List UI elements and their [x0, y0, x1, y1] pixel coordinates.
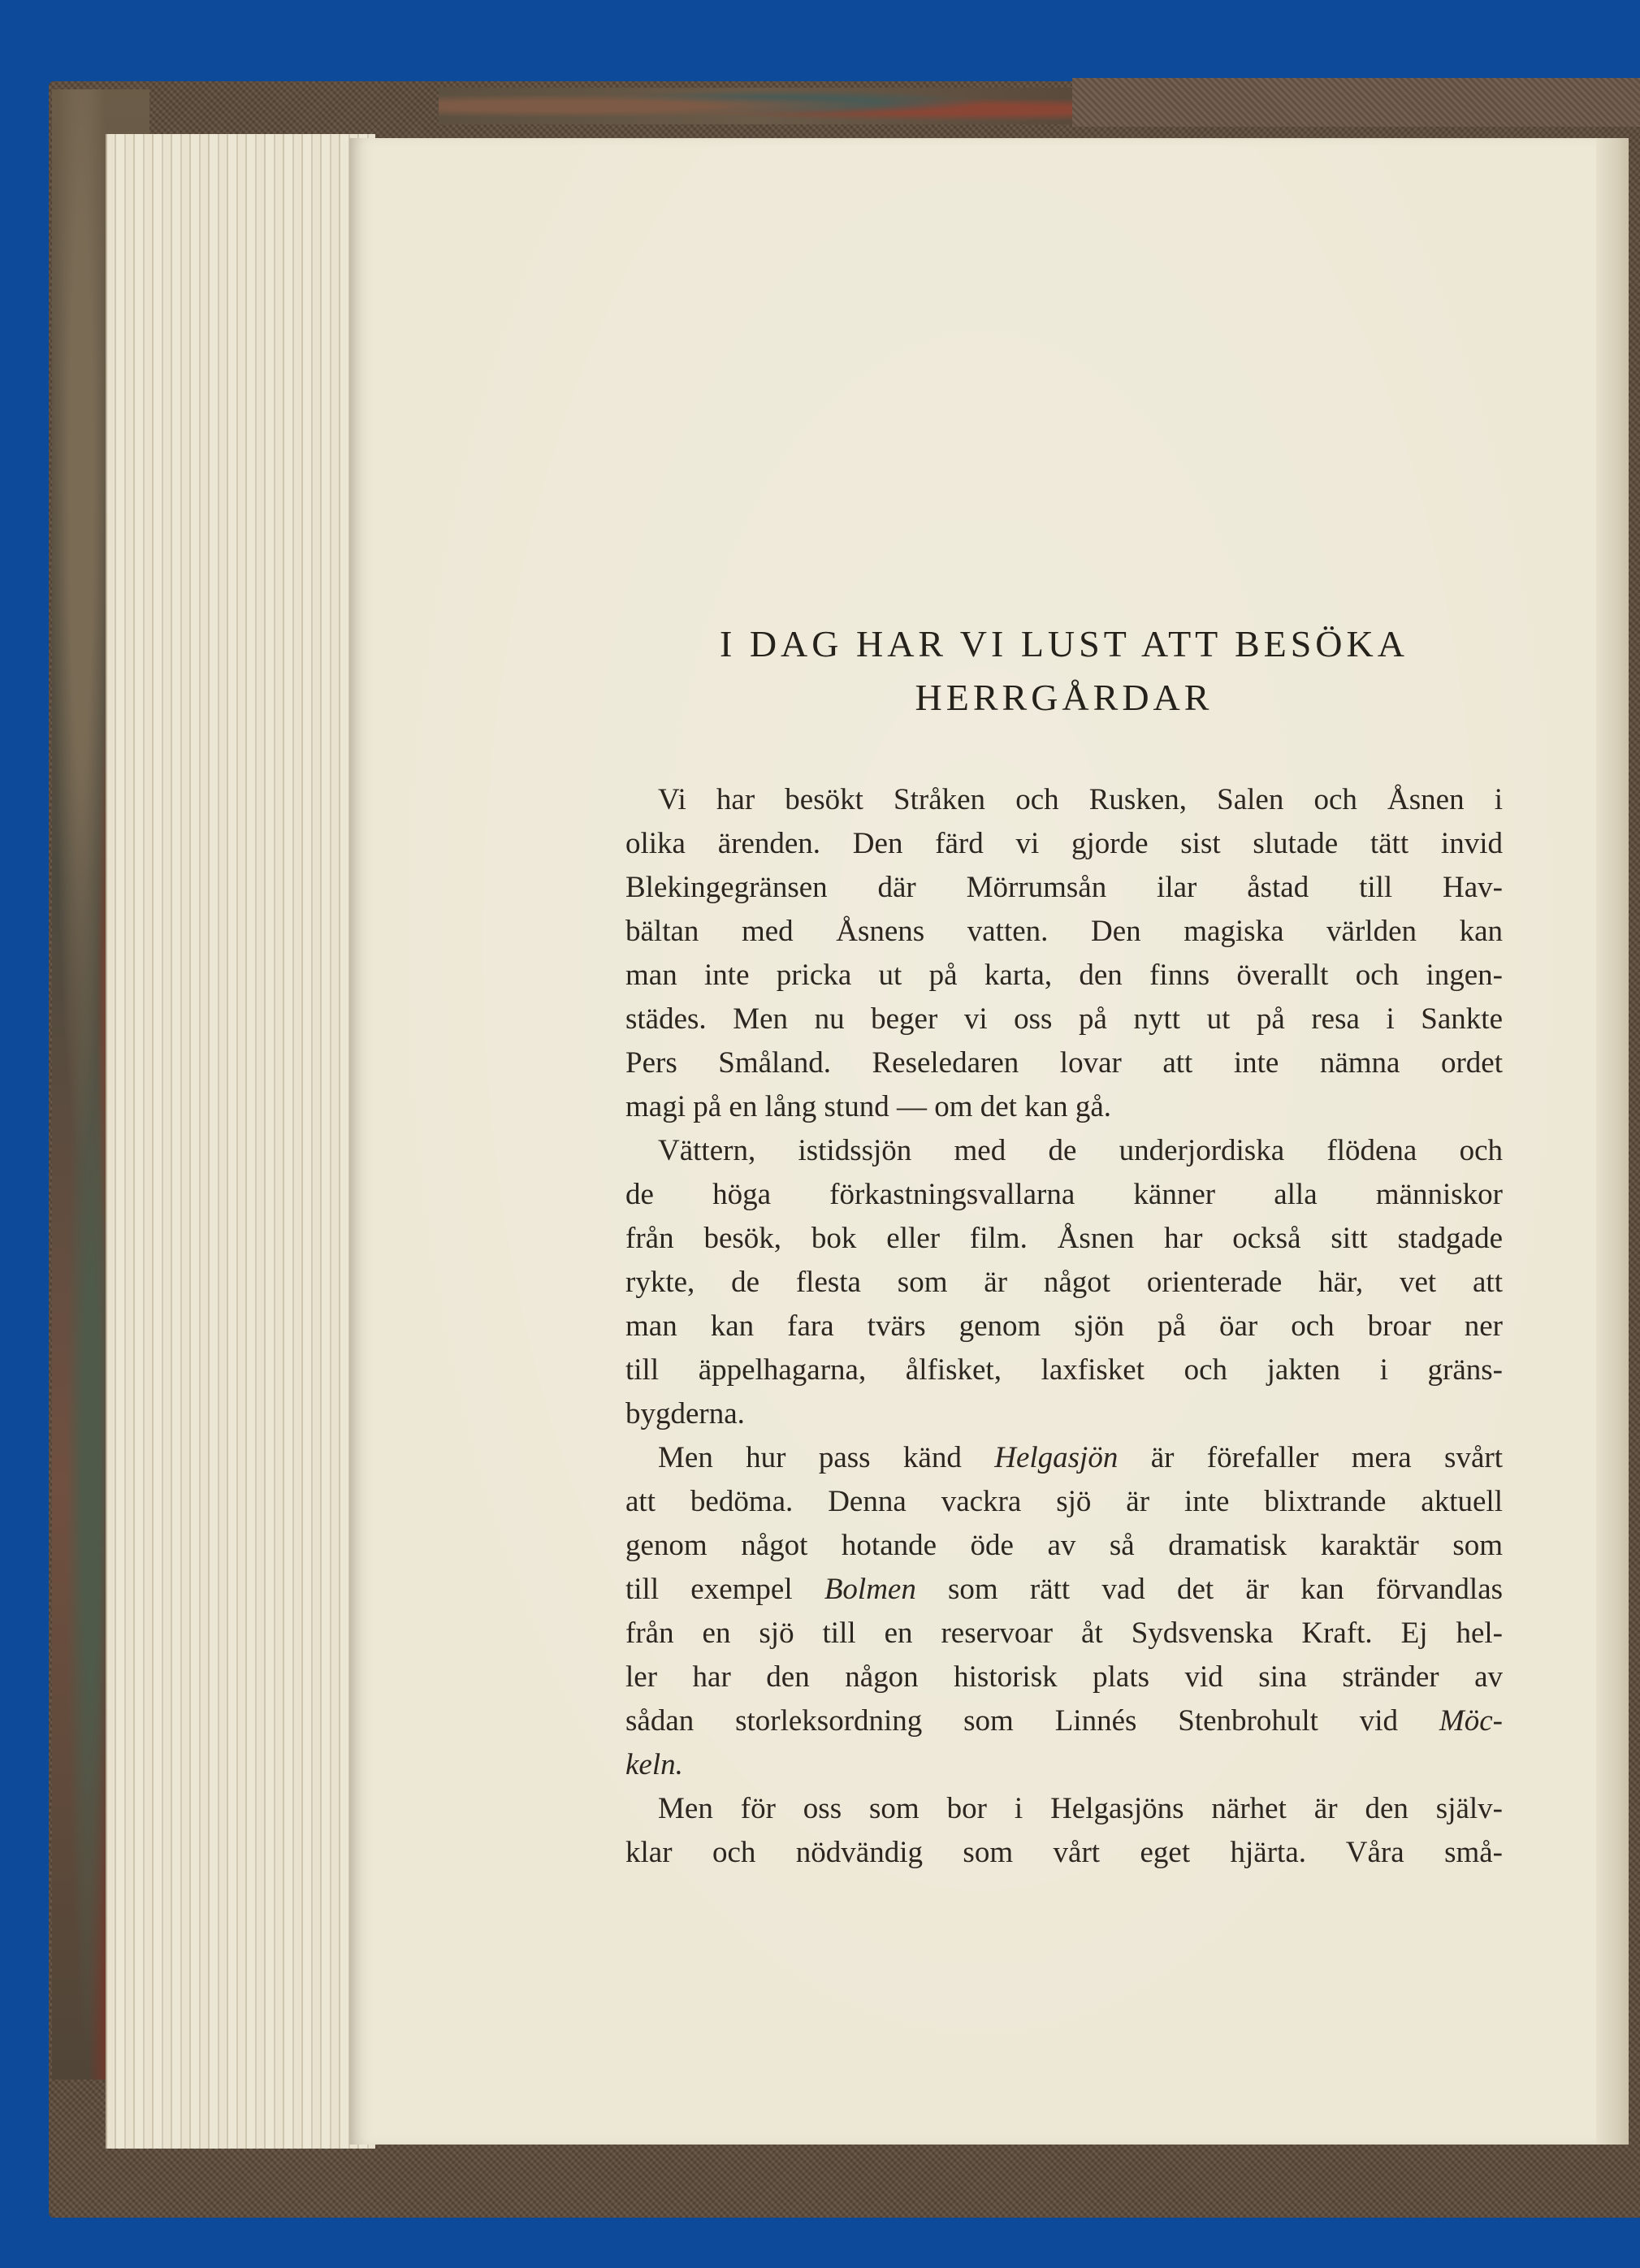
text-run: Men hur pass känd — [658, 1441, 962, 1474]
place-name-mockeln-end: keln. — [625, 1748, 683, 1781]
page-fore-edge — [1596, 138, 1629, 2145]
text-line: Vi har besökt Stråken och Rusken, Salen och Åsnen i — [658, 783, 1503, 816]
text-line: genom något hotande öde av så dramatisk karaktär som — [625, 1529, 1503, 1562]
text-line: Vättern, istidssjön med de underjordiska flödena och — [658, 1134, 1503, 1167]
cover-top-band — [1072, 78, 1640, 127]
text-line: från besök, bok eller film. Åsnen har också sitt stadgade — [625, 1222, 1503, 1255]
text-line: klar och nödvändig som vårt eget hjärta. Våra små- — [625, 1836, 1503, 1869]
text-line: magi på en lång stund — om det kan gå. — [625, 1090, 1112, 1123]
text-line: de höga förkastningsvallarna känner alla människor — [625, 1178, 1503, 1211]
text-line: man inte pricka ut på karta, den finns överallt och ingen- — [625, 959, 1503, 992]
text-line: från en sjö till en reservoar åt Sydsvenska Kraft. Ej hel- — [625, 1617, 1503, 1650]
text-line: olika ärenden. Den färd vi gjorde sist slutade tätt invid — [625, 827, 1503, 860]
text-run: sådan storleksordning som Linnés Stenbrohult vid — [625, 1704, 1399, 1738]
text-line — [625, 1568, 1503, 1612]
text-line: Pers Småland. Reseledaren lovar att inte nämna ordet — [625, 1046, 1503, 1080]
place-name-mockeln: Möc- — [1439, 1704, 1503, 1738]
text-line: bygderna. — [625, 1397, 745, 1430]
text-line: till äppelhagarna, ålfisket, laxfisket och jakten i gräns- — [625, 1353, 1503, 1387]
text-line: ler har den någon historisk plats vid sina stränder av — [625, 1660, 1503, 1694]
chapter-title — [625, 617, 1503, 725]
marbled-endpaper-top — [439, 88, 1072, 124]
text-line: att bedöma. Denna vackra sjö är inte blixtrande aktuell — [625, 1485, 1503, 1518]
text-line: rykte, de flesta som är något orienterade här, vet att — [625, 1266, 1503, 1299]
place-name-bolmen: Bolmen — [824, 1573, 916, 1606]
text-line: Men för oss som bor i Helgasjöns närhet är den själv- — [658, 1792, 1503, 1825]
text-run: till exempel — [625, 1573, 793, 1606]
page-text — [625, 617, 1503, 1875]
text-line — [625, 1436, 1503, 1480]
text-line: Blekingegränsen där Mörrumsån ilar åstad till Hav- — [625, 871, 1503, 904]
page-edges — [106, 134, 375, 2149]
text-line: man kan fara tvärs genom sjön på öar och broar ner — [625, 1309, 1503, 1343]
chapter-title-line-1: I DAG HAR VI LUST ATT BESÖKA — [720, 623, 1408, 664]
text-line: städes. Men nu beger vi oss på nytt ut på resa i Sankte — [625, 1002, 1503, 1036]
text-line — [625, 1743, 1503, 1787]
text-line: bältan med Åsnens vatten. Den magiska världen kan — [625, 915, 1503, 948]
place-name-helgasjon: Helgasjön — [994, 1441, 1119, 1474]
chapter-title-line-2: HERRGÅRDAR — [915, 677, 1214, 718]
text-line — [625, 1699, 1503, 1743]
text-run: som rätt vad det är kan förvandlas — [948, 1573, 1504, 1606]
body-text — [625, 778, 1503, 1875]
text-run: är förefaller mera svårt — [1150, 1441, 1503, 1474]
